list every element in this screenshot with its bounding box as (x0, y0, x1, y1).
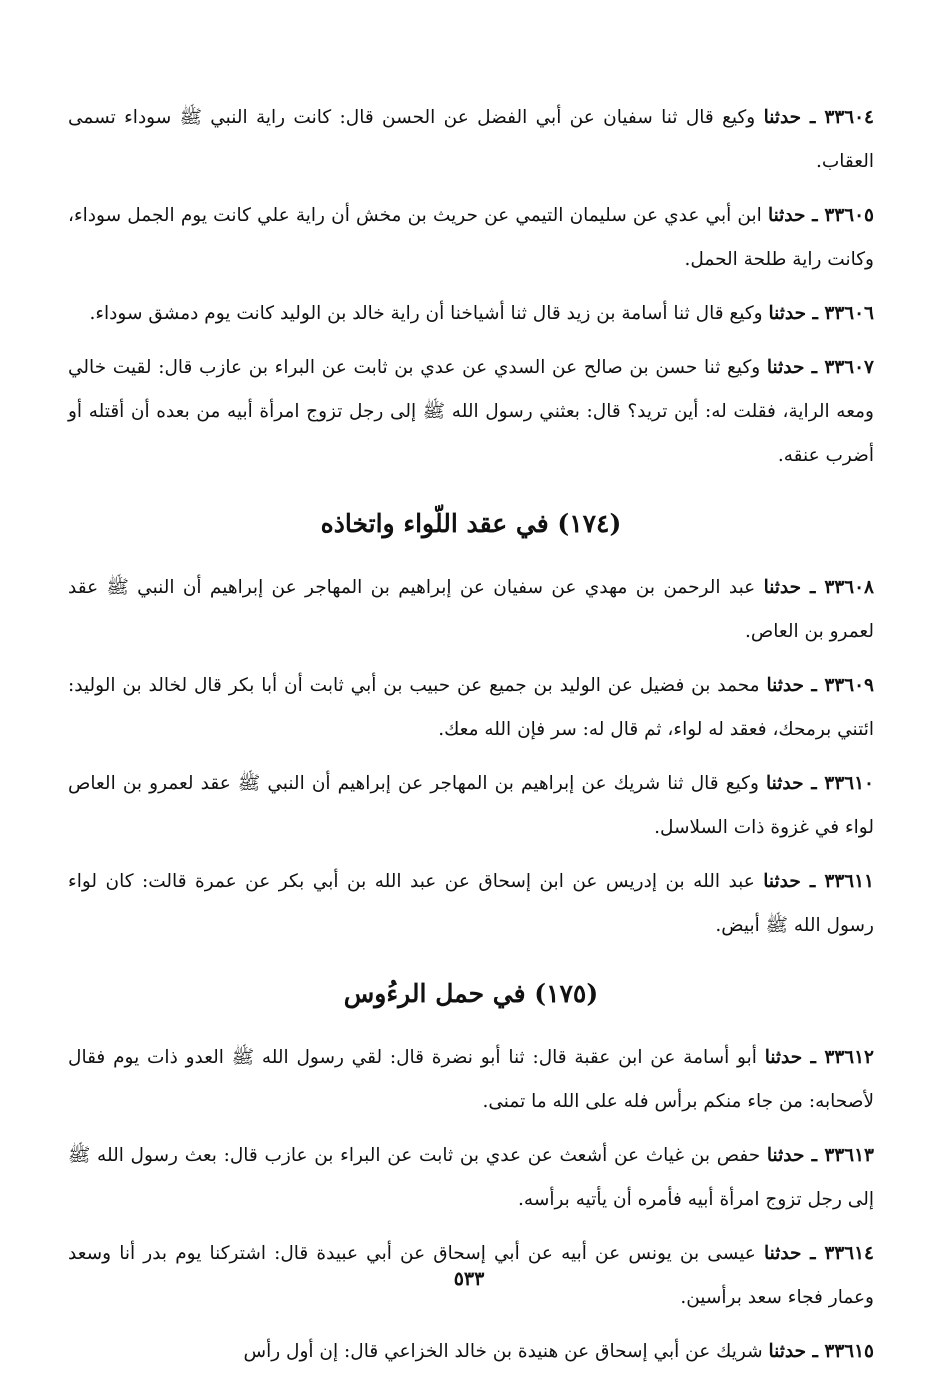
hadith-opening: حدثنا (766, 357, 805, 378)
hadith-number: ٣٣٦١٤ (824, 1243, 874, 1264)
hadith-number: ٣٣٦١٠ (824, 773, 874, 794)
hadith-33608: ٣٣٦٠٨ ـ حدثنا عبد الرحمن بن مهدي عن سفيان عن إبراهيم بن المهاجر عن إبراهيم أن النبي ﷺ عقد لعمرو بن العاص. (68, 577, 874, 642)
hadith-33606: ٣٣٦٠٦ ـ حدثنا وكيع قال ثنا أسامة بن زيد قال ثنا أشياخنا أن راية خالد بن الوليد كانت يوم دمشق سوداء. (89, 303, 874, 324)
section-rayah (68, 96, 874, 478)
chapter-title: (١٧٥) في حمل الرءُوس (343, 979, 599, 1008)
hadith-number: ٣٣٦٠٨ (824, 577, 874, 598)
hadith-opening: حدثنا (763, 871, 801, 892)
hadith-text: عيسى بن يونس عن أبيه عن أبي إسحاق عن أبي عبيدة قال: اشتركنا يوم بدر أنا وسعد وعمار فجاء سعد برأسين. (68, 1243, 874, 1308)
hadith-number: ٣٣٦٠٩ (824, 675, 874, 696)
hadith-opening: حدثنا (766, 773, 804, 794)
hadith-opening: حدثنا (763, 107, 802, 128)
hadith-33607: ٣٣٦٠٧ ـ حدثنا وكيع ثنا حسن بن صالح عن السدي عن عدي بن ثابت عن البراء بن عازب قال: لقيت خالي ومعه الراية، فقلت له: أين تريد؟ قال: بعثني رسول الله ﷺ إلى رجل تزوج امرأة أبيه من بعده أن أقتله أو أضرب عنقه. (68, 357, 874, 466)
hadith-text: محمد بن فضيل عن الوليد بن جميع عن حبيب بن أبي ثابت أن أبا بكر قال لخالد بن الوليد: ائتني برمحك، فعقد له لواء، ثم قال له: سر فإن الله معك. (68, 675, 874, 740)
hadith-opening: حدثنا (763, 577, 802, 598)
hadith-33610: ٣٣٦١٠ ـ حدثنا وكيع قال ثنا شريك عن إبراهيم بن المهاجر عن إبراهيم أن النبي ﷺ عقد لعمرو بن العاص لواء في غزوة ذات السلاسل. (68, 773, 874, 838)
hadith-number: ٣٣٦٠٥ (824, 205, 874, 226)
chapter-174 (68, 502, 874, 948)
hadith-33613: ٣٣٦١٣ ـ حدثنا حفص بن غياث عن أشعث عن عدي بن ثابت عن البراء بن عازب قال: بعث رسول الله ﷺ إلى رجل تزوج امرأة أبيه فأمره أن يأتيه برأسه. (68, 1145, 874, 1210)
hadith-33605: ٣٣٦٠٥ ـ حدثنا ابن أبي عدي عن سليمان التيمي عن حريث بن مخش أن راية علي كانت يوم الجمل سوداء، وكانت راية طلحة الحمل. (68, 205, 874, 270)
hadith-text: شريك عن أبي إسحاق عن هنيدة بن خالد الخزاعي قال: إن أول رأس (243, 1341, 769, 1362)
hadith-text: وكيع قال ثنا أسامة بن زيد قال ثنا أشياخنا أن راية خالد بن الوليد كانت يوم دمشق سوداء. (89, 303, 769, 324)
hadith-opening: حدثنا (767, 205, 806, 226)
hadith-33615: ٣٣٦١٥ ـ حدثنا شريك عن أبي إسحاق عن هنيدة بن خالد الخزاعي قال: إن أول رأس (243, 1341, 874, 1362)
hadith-number: ٣٣٦٠٧ (824, 357, 874, 378)
hadith-opening: حدثنا (763, 1243, 802, 1264)
hadith-text: وكيع قال ثنا شريك عن إبراهيم بن المهاجر عن إبراهيم أن النبي ﷺ عقد لعمرو بن العاص لواء في غزوة ذات السلاسل. (68, 773, 874, 838)
chapter-175 (68, 972, 874, 1374)
hadith-33614: ٣٣٦١٤ ـ حدثنا عيسى بن يونس عن أبيه عن أبي إسحاق عن أبي عبيدة قال: اشتركنا يوم بدر أنا وسعد وعمار فجاء سعد برأسين. (68, 1243, 874, 1308)
hadith-text: عبد الرحمن بن مهدي عن سفيان عن إبراهيم بن المهاجر عن إبراهيم أن النبي ﷺ عقد لعمرو بن العاص. (68, 577, 874, 642)
hadith-opening: حدثنا (768, 303, 806, 324)
hadith-text: ابن أبي عدي عن سليمان التيمي عن حريث بن مخش أن راية علي كانت يوم الجمل سوداء، وكانت راية طلحة الحمل. (68, 205, 874, 270)
hadith-number: ٣٣٦٠٦ (824, 303, 874, 324)
hadith-33612: ٣٣٦١٢ ـ حدثنا أبو أسامة عن ابن عقبة قال: ثنا أبو نضرة قال: لقي رسول الله ﷺ العدو ذات يوم فقال لأصحابه: من جاء منكم برأس فله على الله ما تمنى. (68, 1047, 874, 1112)
hadith-33611: ٣٣٦١١ ـ حدثنا عبد الله بن إدريس عن ابن إسحاق عن عبد الله بن أبي بكر عن عمرة قالت: كان لواء رسول الله ﷺ أبيض. (68, 871, 874, 936)
hadith-number: ٣٣٦١٣ (824, 1145, 874, 1166)
hadith-number: ٣٣٦١٥ (824, 1341, 874, 1362)
book-page (68, 96, 874, 1362)
hadith-number: ٣٣٦١١ (824, 871, 874, 892)
hadith-text: وكيع ثنا حسن بن صالح عن السدي عن عدي بن ثابت عن البراء بن عازب قال: لقيت خالي ومعه الراية، فقلت له: أين تريد؟ قال: بعثني رسول الله ﷺ إلى رجل تزوج امرأة أبيه من بعده أن أقتله أو أضرب عنقه. (68, 357, 874, 466)
hadith-number: ٣٣٦٠٤ (824, 107, 874, 128)
hadith-opening: حدثنا (764, 1047, 803, 1068)
hadith-text: عبد الله بن إدريس عن ابن إسحاق عن عبد الله بن أبي بكر عن عمرة قالت: كان لواء رسول الله ﷺ أبيض. (68, 871, 874, 936)
hadith-opening: حدثنا (768, 1341, 806, 1362)
hadith-opening: حدثنا (766, 1145, 805, 1166)
hadith-33604: ٣٣٦٠٤ ـ حدثنا وكيع قال ثنا سفيان عن أبي الفضل عن الحسن قال: كانت راية النبي ﷺ سوداء تسمى العقاب. (68, 107, 874, 172)
chapter-title: (١٧٤) في عقد اللّواء واتخاذه (320, 509, 622, 538)
hadith-number: ٣٣٦١٢ (824, 1047, 874, 1068)
hadith-text: وكيع قال ثنا سفيان عن أبي الفضل عن الحسن قال: كانت راية النبي ﷺ سوداء تسمى العقاب. (68, 107, 874, 172)
page-number: ٥٣٣ (453, 1268, 485, 1290)
hadith-text: حفص بن غياث عن أشعث عن عدي بن ثابت عن البراء بن عازب قال: بعث رسول الله ﷺ إلى رجل تزوج امرأة أبيه فأمره أن يأتيه برأسه. (68, 1145, 874, 1210)
hadith-text: أبو أسامة عن ابن عقبة قال: ثنا أبو نضرة قال: لقي رسول الله ﷺ العدو ذات يوم فقال لأصحابه: من جاء منكم برأس فله على الله ما تمنى. (68, 1047, 874, 1112)
hadith-opening: حدثنا (766, 675, 804, 696)
hadith-33609: ٣٣٦٠٩ ـ حدثنا محمد بن فضيل عن الوليد بن جميع عن حبيب بن أبي ثابت أن أبا بكر قال لخالد بن الوليد: ائتني برمحك، فعقد له لواء، ثم قال له: سر فإن الله معك. (68, 675, 874, 740)
